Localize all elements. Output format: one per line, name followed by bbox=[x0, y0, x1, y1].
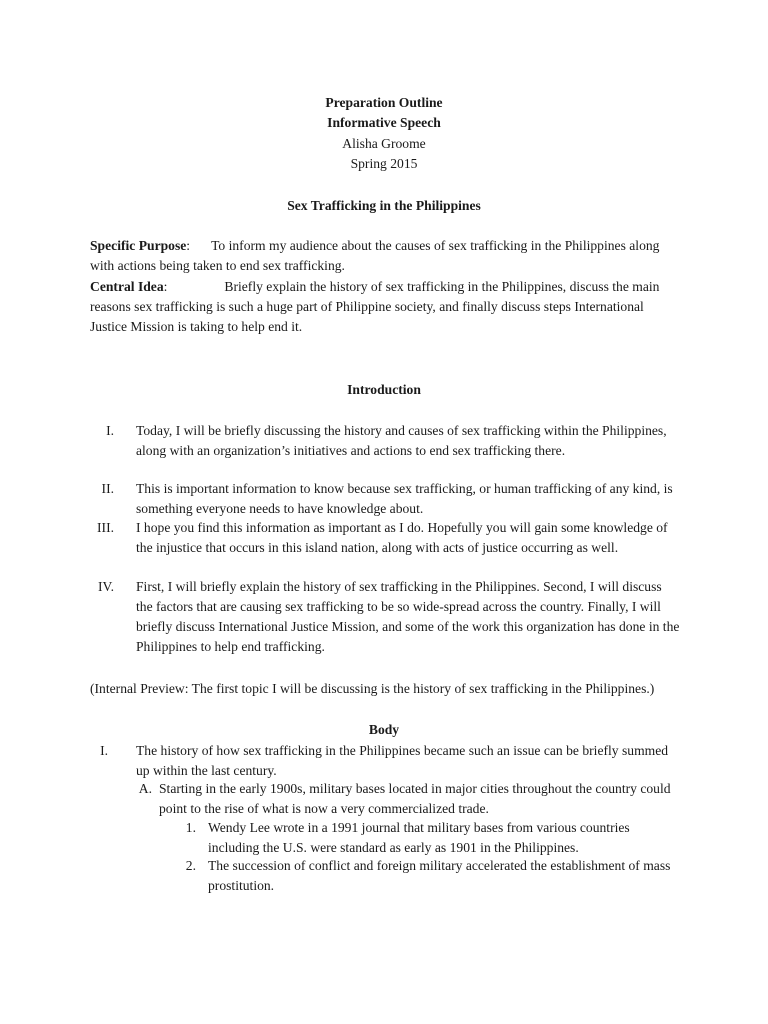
specific-purpose-colon: : bbox=[186, 238, 191, 253]
speech-title: Sex Trafficking in the Philippines bbox=[287, 198, 481, 213]
intro-item-marker: II. bbox=[101, 481, 114, 496]
body-detail-marker: 1. bbox=[185, 820, 196, 835]
body-detail-text: Wendy Lee wrote in a 1991 journal that military bases from various countries including the U.S. were standard as early as 1901 in the Philippines. bbox=[208, 820, 630, 855]
specific-purpose-text: To inform my audience about the causes of sex trafficking in the Philippines along with actions being taken to end sex trafficking. bbox=[90, 238, 660, 273]
specific-purpose-label: Specific Purpose bbox=[90, 238, 187, 253]
body-detail-text: The succession of conflict and foreign military accelerated the establishment of mass prostitution. bbox=[208, 858, 671, 893]
body-item bbox=[0, 741, 768, 783]
body-detail bbox=[0, 818, 768, 860]
body-subpoint-text: Starting in the early 1900s, military bases located in major cities throughout the country could point to the rise of what is now a very commercialized trade. bbox=[159, 781, 671, 816]
central-idea-text: Briefly explain the history of sex trafficking in the Philippines, discuss the main reasons sex trafficking is such a huge part of Philippine society, and finally discuss steps International Justice Mission is taking to help end it. bbox=[90, 279, 660, 334]
central-idea-colon: : bbox=[163, 279, 168, 294]
speech-type: Informative Speech bbox=[327, 115, 441, 130]
intro-item-text: Today, I will be briefly discussing the history and causes of sex trafficking within the Philippines, along with an organization’s initiatives and actions to end sex trafficking there. bbox=[136, 423, 667, 458]
intro-item-text: I hope you find this information as important as I do. Hopefully you will gain some knowledge of the injustice that occurs in this island nation, along with acts of justice occurring as well. bbox=[136, 520, 668, 555]
central-idea bbox=[90, 277, 680, 337]
author-name: Alisha Groome bbox=[342, 136, 426, 151]
body-detail bbox=[0, 856, 768, 898]
intro-item-text: First, I will briefly explain the history of sex trafficking in the Philippines. Second, I will discuss the factors that are causing sex trafficking to be so wide-spread across the country. Finally, I will briefly discuss International Justice Mission, and some of the work this organization has done in the Philippines to help end trafficking. bbox=[136, 579, 680, 654]
introduction-heading: Introduction bbox=[347, 382, 421, 397]
central-idea-label: Central Idea bbox=[90, 279, 164, 294]
intro-item-marker: I. bbox=[106, 423, 114, 438]
body-subpoint-marker: A. bbox=[138, 781, 152, 796]
intro-item-marker: IV. bbox=[98, 579, 114, 594]
body-detail-marker: 2. bbox=[185, 858, 196, 873]
body-item-text: The history of how sex trafficking in the Philippines became such an issue can be briefly summed up within the last century. bbox=[136, 743, 669, 778]
intro-item bbox=[0, 577, 768, 659]
internal-preview: (Internal Preview: The first topic I will be discussing is the history of sex trafficking in the Philippines.) bbox=[90, 681, 655, 696]
term: Spring 2015 bbox=[350, 156, 418, 171]
body-heading: Body bbox=[368, 722, 400, 737]
intro-item-marker: III. bbox=[97, 520, 114, 535]
intro-item-text: This is important information to know because sex trafficking, or human trafficking of any kind, is something everyone needs to have knowledge about. bbox=[136, 481, 673, 516]
specific-purpose bbox=[90, 236, 680, 276]
body-item-marker: I. bbox=[100, 743, 108, 758]
intro-item bbox=[0, 421, 768, 483]
outline-type: Preparation Outline bbox=[325, 95, 443, 110]
intro-item bbox=[0, 518, 768, 580]
body-subpoint bbox=[0, 779, 768, 821]
intro-item bbox=[0, 479, 768, 521]
